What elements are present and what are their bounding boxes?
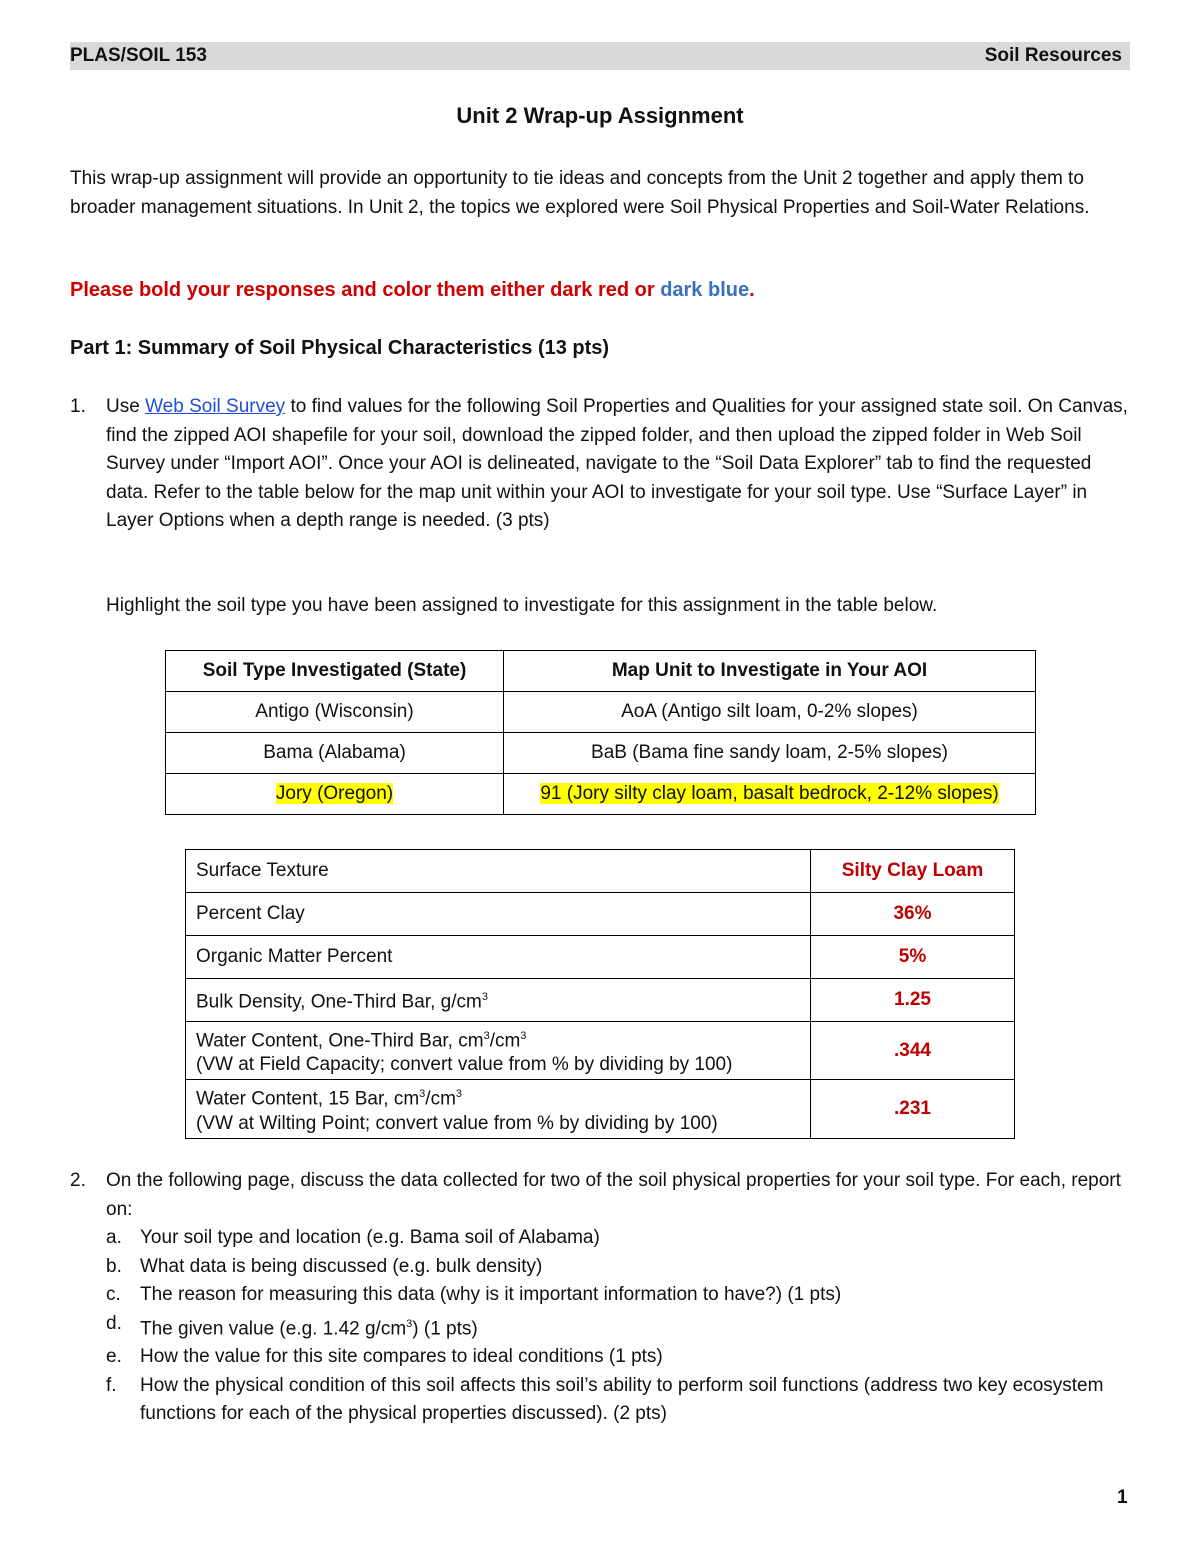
table-row <box>166 733 1036 774</box>
table-cell: Bama (Alabama) <box>166 733 504 774</box>
question-2-number: 2. <box>70 1170 86 1191</box>
question-1-number: 1. <box>70 396 86 417</box>
page-number: 1 <box>1117 1487 1128 1508</box>
property-value: Silty Clay Loam <box>811 850 1015 893</box>
table-row-highlighted <box>166 774 1036 815</box>
table-cell: BaB (Bama fine sandy loam, 2-5% slopes) <box>504 733 1036 774</box>
label-superscript: 3 <box>481 991 488 1004</box>
label-superscript: 3 <box>483 1030 490 1042</box>
list-text: Your soil type and location (e.g. Bama soil of Alabama) <box>140 1227 600 1248</box>
instruction-blue-text: dark blue <box>660 279 750 301</box>
table-row <box>186 1080 1015 1138</box>
highlight-note: Highlight the soil type you have been assigned to investigate for this assignment in the table below. <box>106 595 938 616</box>
label-note: (VW at Field Capacity; convert value from % by dividing by 100) <box>196 1054 733 1076</box>
label-text: Water Content, One-Third Bar, cm <box>196 1030 484 1052</box>
label-text: Bulk Density, One-Third Bar, g/cm <box>196 991 482 1013</box>
question-1-pre: Use <box>106 396 146 417</box>
table-row <box>166 692 1036 733</box>
property-label <box>186 979 811 1022</box>
list-item <box>70 1253 1130 1282</box>
course-code: PLAS/SOIL 153 <box>70 45 207 66</box>
property-value: .231 <box>811 1080 1015 1138</box>
part-1-heading: Part 1: Summary of Soil Physical Characteristics (13 pts) <box>70 337 610 359</box>
response-instruction <box>70 279 755 302</box>
highlighted-soil-type: Jory (Oregon) <box>275 783 394 804</box>
list-superscript: 3 <box>406 1317 413 1330</box>
web-soil-survey-link[interactable]: Web Soil Survey <box>145 396 286 417</box>
highlighted-map-unit: 91 (Jory silty clay loam, basalt bedrock, 2-12% slopes) <box>540 783 999 804</box>
table-row <box>186 1022 1015 1080</box>
question-1-text <box>106 393 1130 536</box>
list-letter: f. <box>106 1374 117 1396</box>
property-value: .344 <box>811 1022 1015 1080</box>
label-text: /cm <box>425 1088 456 1110</box>
table-header-row <box>166 651 1036 692</box>
list-text: What data is being discussed (e.g. bulk density) <box>140 1255 543 1277</box>
table-row <box>186 893 1015 936</box>
property-label: Surface Texture <box>186 850 811 893</box>
table-row <box>186 850 1015 893</box>
list-letter: e. <box>106 1346 122 1368</box>
question-2-items <box>70 1224 1130 1429</box>
label-superscript: 3 <box>419 1088 426 1101</box>
intro-paragraph: This wrap-up assignment will provide an opportunity to tie ideas and concepts from the Unit 2 together and apply them to broader management situations. In Unit 2, the topics we explored were Soil Physical Properties and Soil-Water Relations. <box>70 168 1090 218</box>
list-text: The reason for measuring this data (why is it important information to have?) (1 pts) <box>140 1284 842 1305</box>
property-label: Organic Matter Percent <box>186 936 811 979</box>
question-1-post: to find values for the following Soil Properties and Qualities for your assigned state soil. On Canvas, find the zipped AOI shapefile for your soil, download the zipped folder, and then upload the zipped folder in Web Soil Survey under “Import AOI”. Once your AOI is delineated, navigate to the “Soil Data Explorer” tab to find the requested data. Refer to the table below for the map unit within your AOI to investigate for your soil type. Use “Surface Layer” in Layer Options when a depth range is needed. (3 pts) <box>106 396 1128 531</box>
property-label: Percent Clay <box>186 893 811 936</box>
page-header <box>70 42 1130 70</box>
column-header: Soil Type Investigated (State) <box>166 651 504 692</box>
list-letter: a. <box>106 1227 122 1248</box>
course-title: Soil Resources <box>984 45 1122 66</box>
list-item <box>70 1224 1130 1253</box>
list-letter: d. <box>106 1312 122 1334</box>
question-2 <box>70 1167 1130 1429</box>
label-superscript: 3 <box>455 1088 463 1101</box>
soil-properties-table <box>185 849 1015 1139</box>
property-value: 36% <box>811 893 1015 936</box>
list-text: The given value (e.g. 1.42 g/cm <box>140 1317 407 1339</box>
list-item <box>70 1310 1130 1344</box>
soil-type-table <box>165 650 1036 815</box>
list-item <box>70 1372 1130 1429</box>
list-item <box>70 1281 1130 1310</box>
table-row <box>186 979 1015 1022</box>
table-row <box>186 936 1015 979</box>
property-value: 1.25 <box>811 979 1015 1022</box>
property-label <box>186 1080 811 1138</box>
list-text: How the value for this site compares to ideal conditions (1 pts) <box>140 1346 663 1368</box>
property-value: 5% <box>811 936 1015 979</box>
table-cell <box>504 774 1036 815</box>
instruction-end: . <box>749 279 755 301</box>
list-letter: b. <box>106 1255 122 1277</box>
instruction-text: Please bold your responses and color them either dark red or <box>70 279 661 301</box>
question-2-text: On the following page, discuss the data collected for two of the soil physical properties for your soil type. For each, report on: <box>106 1170 1121 1220</box>
property-label <box>186 1022 811 1080</box>
column-header: Map Unit to Investigate in Your AOI <box>504 651 1036 692</box>
label-text: Water Content, 15 Bar, cm <box>196 1088 420 1110</box>
table-cell <box>166 774 504 815</box>
list-text: How the physical condition of this soil affects this soil’s ability to perform soil functions (address two key ecosystem functions for each of the physical properties discussed). (2 pts) <box>140 1374 1104 1425</box>
document-title: Unit 2 Wrap-up Assignment <box>456 103 744 128</box>
label-text: /cm <box>489 1030 521 1052</box>
list-text: ) (1 pts) <box>412 1317 478 1339</box>
label-note: (VW at Wilting Point; convert value from % by dividing by 100) <box>196 1112 718 1134</box>
question-2-stem <box>70 1167 1130 1224</box>
label-superscript: 3 <box>520 1030 527 1042</box>
list-item <box>70 1343 1130 1372</box>
table-cell: AoA (Antigo silt loam, 0-2% slopes) <box>504 692 1036 733</box>
table-cell: Antigo (Wisconsin) <box>166 692 504 733</box>
list-letter: c. <box>106 1284 121 1305</box>
